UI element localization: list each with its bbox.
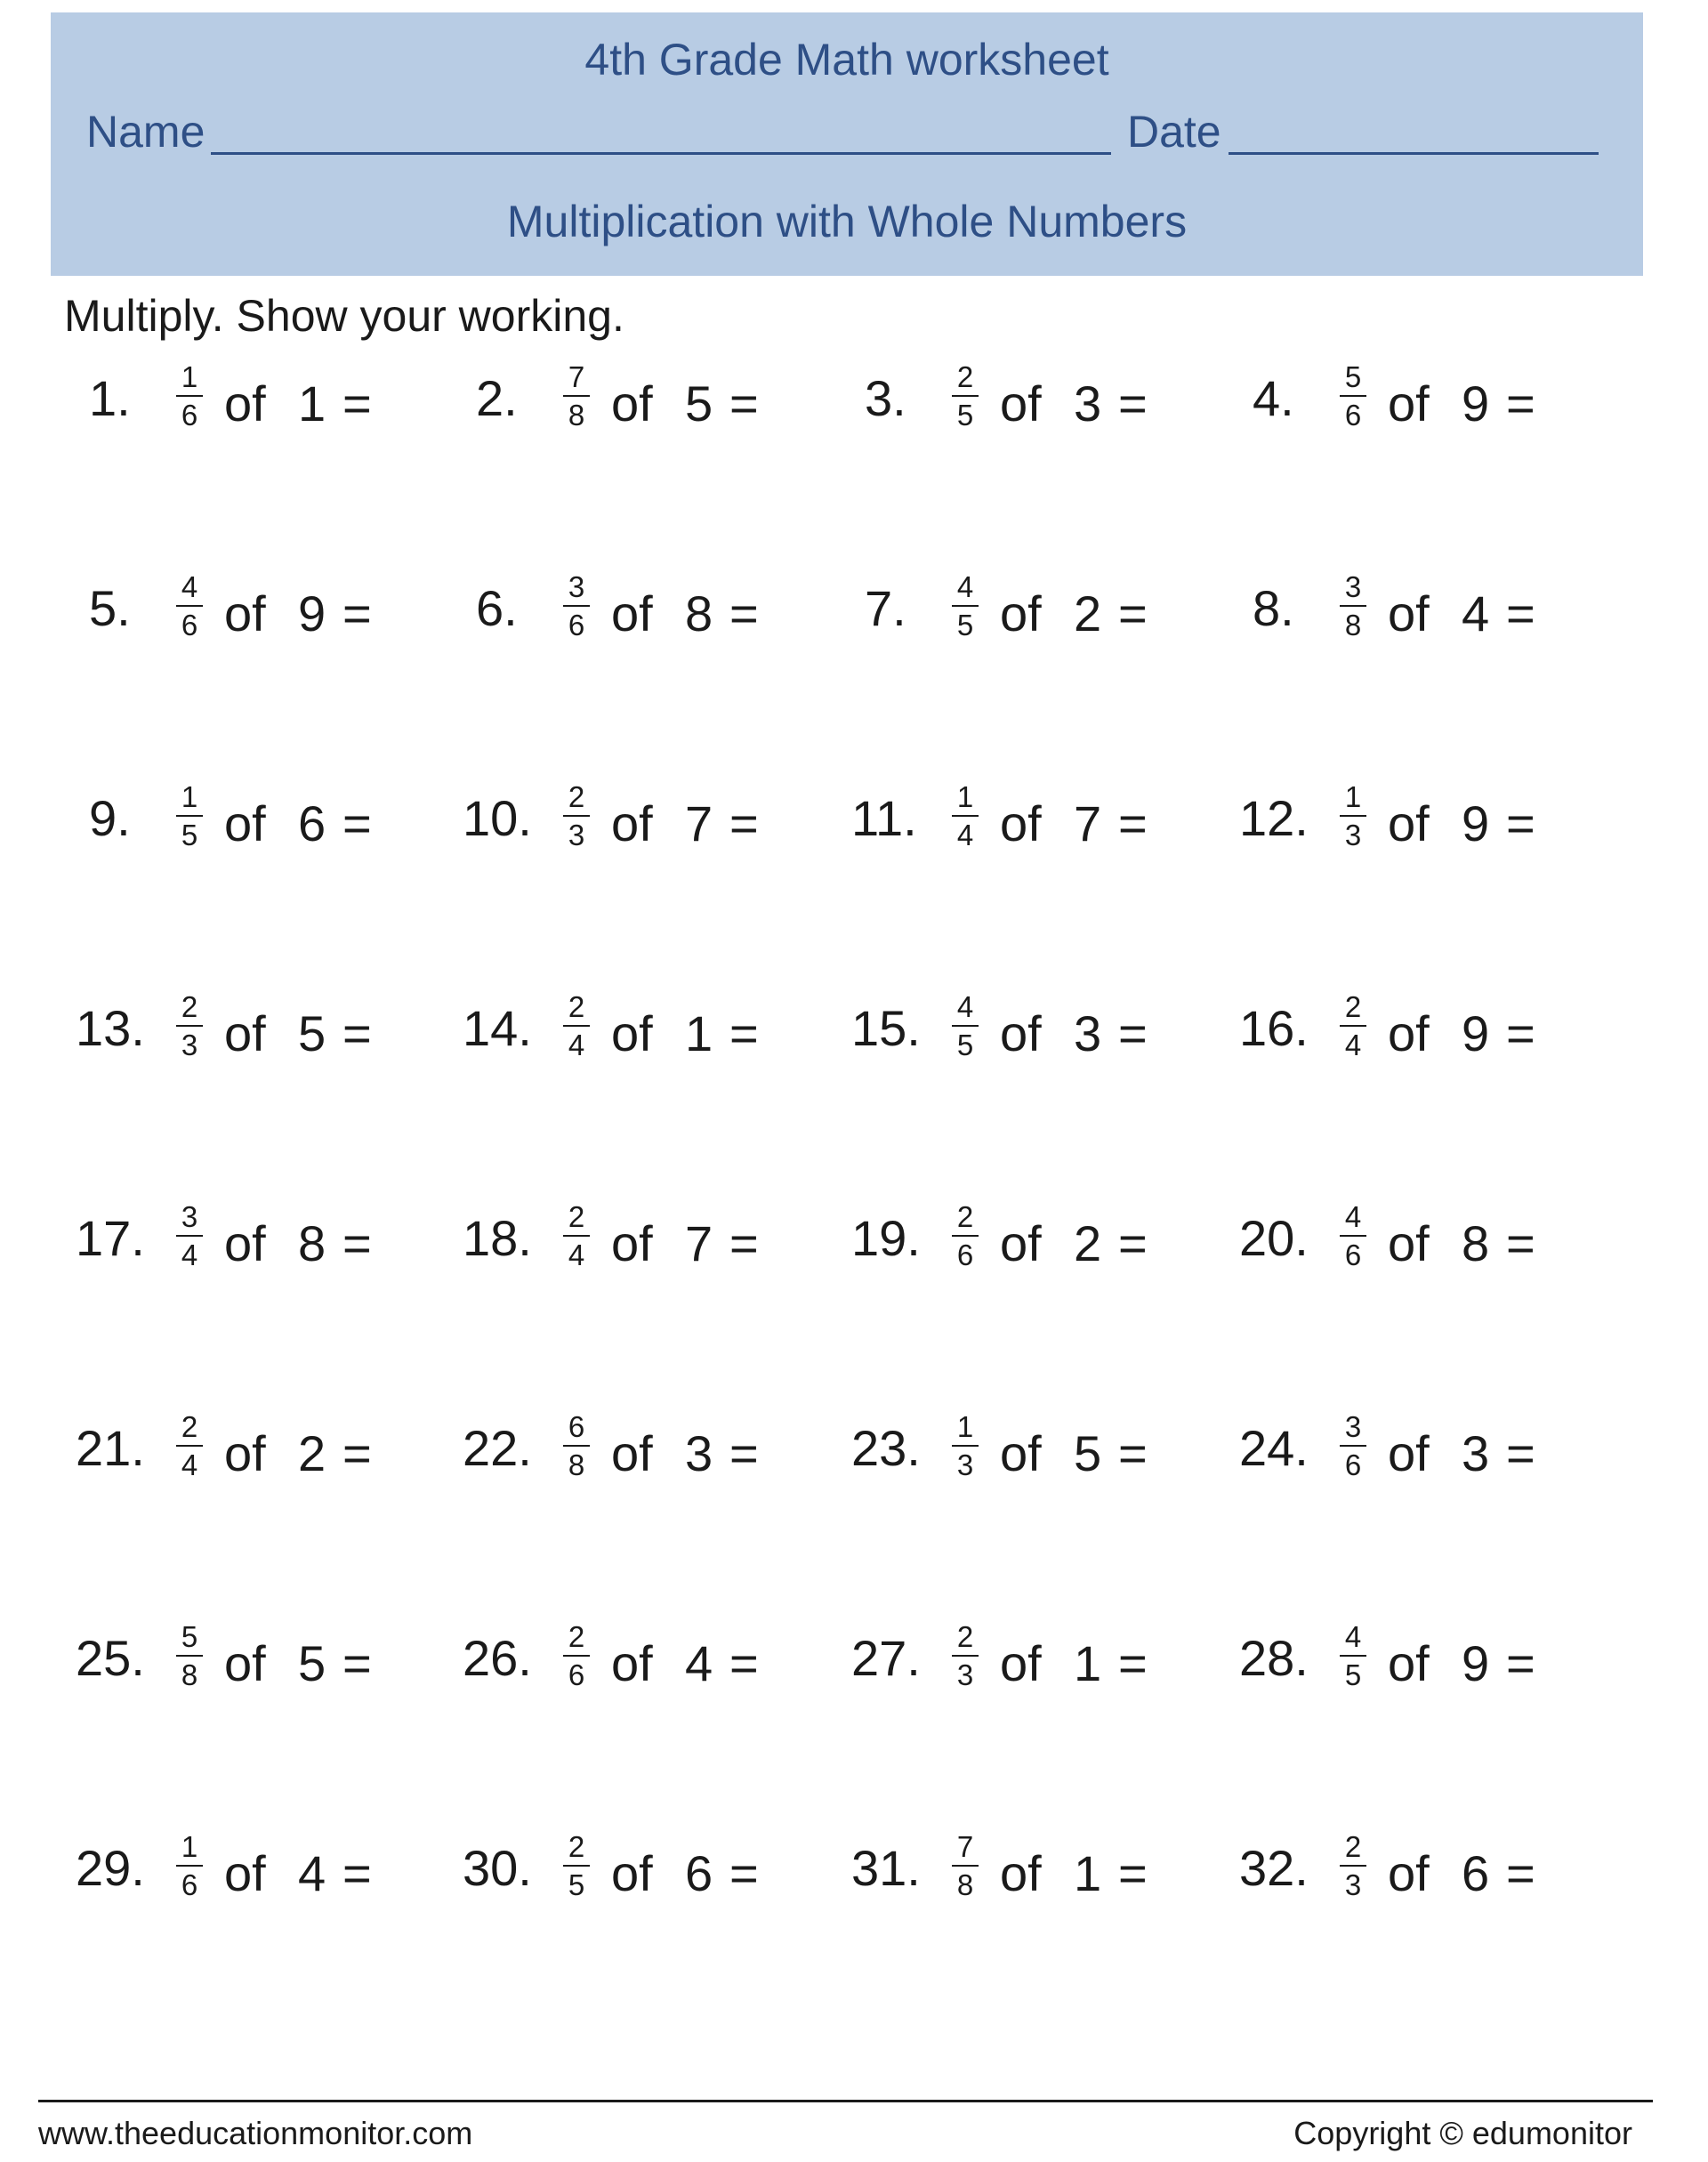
fraction-bar — [1340, 1025, 1366, 1027]
fraction-numerator: 2 — [181, 990, 198, 1023]
problem — [847, 570, 1221, 673]
of-word: of — [611, 1635, 653, 1691]
fraction — [952, 571, 979, 641]
fraction-denominator: 3 — [181, 1029, 198, 1061]
whole-number: 7 — [1074, 795, 1102, 851]
problem — [847, 1620, 1221, 1722]
fraction-denominator: 6 — [568, 609, 585, 641]
fraction-numerator: 2 — [956, 1200, 974, 1233]
problem-number: 26. — [463, 1630, 532, 1686]
fraction-bar — [952, 1655, 979, 1657]
fraction-denominator: 6 — [181, 399, 198, 432]
problem-number: 20. — [1239, 1210, 1309, 1266]
whole-number: 9 — [298, 585, 326, 641]
fraction-denominator: 3 — [1344, 1868, 1362, 1901]
fraction-denominator: 6 — [181, 609, 198, 641]
fraction — [176, 991, 203, 1061]
instructions: Multiply. Show your working. — [64, 291, 624, 341]
fraction-denominator: 6 — [568, 1658, 585, 1691]
fraction — [1340, 1411, 1366, 1481]
of-word: of — [611, 585, 653, 641]
fraction — [1340, 1831, 1366, 1901]
of-word: of — [611, 1845, 653, 1901]
equals-sign: = — [342, 1215, 372, 1271]
whole-number: 5 — [685, 375, 713, 432]
equals-sign: = — [342, 1005, 372, 1061]
fraction-bar — [952, 1235, 979, 1237]
problem — [458, 990, 832, 1093]
fraction-denominator: 6 — [956, 1238, 974, 1271]
fraction-numerator: 2 — [568, 1200, 585, 1233]
fraction-bar — [176, 1865, 203, 1867]
equals-sign: = — [342, 1845, 372, 1901]
equals-sign: = — [1506, 1845, 1535, 1901]
fraction-numerator: 3 — [568, 570, 585, 603]
equals-sign: = — [729, 1215, 759, 1271]
equals-sign: = — [729, 1005, 759, 1061]
problem — [847, 990, 1221, 1093]
fraction-bar — [563, 1655, 590, 1657]
whole-number: 9 — [1462, 1635, 1490, 1691]
equals-sign: = — [342, 585, 372, 641]
fraction-denominator: 4 — [956, 819, 974, 851]
problem-number: 30. — [463, 1840, 532, 1896]
problem — [1235, 1830, 1608, 1932]
problem-number: 1. — [89, 370, 131, 426]
problem-number: 6. — [476, 580, 518, 636]
fraction-bar — [952, 605, 979, 607]
problem-number: 4. — [1253, 370, 1294, 426]
of-word: of — [224, 375, 266, 432]
whole-number: 1 — [1074, 1845, 1102, 1901]
fraction-numerator: 2 — [568, 780, 585, 813]
whole-number: 1 — [298, 375, 326, 432]
fraction — [1340, 781, 1366, 851]
equals-sign: = — [1506, 1425, 1535, 1481]
fraction-bar — [1340, 1865, 1366, 1867]
problem-number: 19. — [851, 1210, 921, 1266]
fraction-numerator: 6 — [568, 1410, 585, 1443]
fraction-numerator: 7 — [956, 1830, 974, 1863]
problem-number: 17. — [76, 1210, 145, 1266]
equals-sign: = — [1118, 1215, 1148, 1271]
problem — [1235, 1410, 1608, 1513]
fraction-denominator: 3 — [956, 1658, 974, 1691]
of-word: of — [224, 795, 266, 851]
problem — [71, 1200, 445, 1303]
problem — [71, 780, 445, 883]
equals-sign: = — [729, 1425, 759, 1481]
fraction — [1340, 991, 1366, 1061]
problem-number: 7. — [865, 580, 906, 636]
problem — [458, 1620, 832, 1722]
problem — [1235, 1200, 1608, 1303]
fraction-denominator: 3 — [1344, 819, 1362, 851]
problem — [1235, 780, 1608, 883]
problem-number: 14. — [463, 1000, 532, 1056]
equals-sign: = — [1506, 1005, 1535, 1061]
problem-number: 16. — [1239, 1000, 1309, 1056]
fraction-denominator: 8 — [568, 399, 585, 432]
fraction — [1340, 1621, 1366, 1691]
problem — [847, 780, 1221, 883]
equals-sign: = — [729, 585, 759, 641]
whole-number: 6 — [1462, 1845, 1490, 1901]
fraction-bar — [1340, 395, 1366, 397]
whole-number: 8 — [685, 585, 713, 641]
equals-sign: = — [1118, 1845, 1148, 1901]
fraction-denominator: 5 — [181, 819, 198, 851]
of-word: of — [1388, 1635, 1430, 1691]
fraction — [563, 1621, 590, 1691]
whole-number: 1 — [685, 1005, 713, 1061]
of-word: of — [1388, 1845, 1430, 1901]
equals-sign: = — [1506, 585, 1535, 641]
fraction-numerator: 2 — [956, 360, 974, 393]
fraction — [176, 1621, 203, 1691]
fraction-denominator: 6 — [1344, 1238, 1362, 1271]
whole-number: 7 — [685, 1215, 713, 1271]
fraction — [563, 1831, 590, 1901]
fraction-denominator: 6 — [181, 1868, 198, 1901]
fraction-bar — [176, 1025, 203, 1027]
fraction — [952, 1621, 979, 1691]
problem — [71, 1620, 445, 1722]
of-word: of — [1000, 585, 1042, 641]
fraction — [1340, 571, 1366, 641]
whole-number: 7 — [685, 795, 713, 851]
fraction — [176, 781, 203, 851]
equals-sign: = — [729, 375, 759, 432]
problem — [458, 780, 832, 883]
problem-number: 28. — [1239, 1630, 1309, 1686]
fraction-bar — [952, 1025, 979, 1027]
fraction-bar — [952, 815, 979, 817]
problem-number: 27. — [851, 1630, 921, 1686]
problem — [71, 1410, 445, 1513]
whole-number: 2 — [1074, 1215, 1102, 1271]
fraction-numerator: 5 — [181, 1620, 198, 1653]
equals-sign: = — [1118, 1425, 1148, 1481]
fraction-denominator: 4 — [568, 1238, 585, 1271]
problem-number: 9. — [89, 790, 131, 846]
fraction — [563, 1201, 590, 1271]
fraction-denominator: 3 — [568, 819, 585, 851]
whole-number: 5 — [1074, 1425, 1102, 1481]
equals-sign: = — [342, 795, 372, 851]
of-word: of — [1388, 585, 1430, 641]
whole-number: 3 — [1074, 1005, 1102, 1061]
problem-number: 8. — [1253, 580, 1294, 636]
fraction — [952, 1201, 979, 1271]
fraction-numerator: 4 — [956, 570, 974, 603]
of-word: of — [224, 1845, 266, 1901]
fraction-bar — [563, 605, 590, 607]
fraction-bar — [563, 1025, 590, 1027]
problem — [71, 1830, 445, 1932]
fraction-numerator: 2 — [1344, 990, 1362, 1023]
whole-number: 3 — [685, 1425, 713, 1481]
fraction-denominator: 8 — [181, 1658, 198, 1691]
date-label: Date — [1127, 107, 1221, 157]
fraction — [176, 361, 203, 432]
fraction-numerator: 1 — [956, 780, 974, 813]
fraction-numerator: 1 — [181, 1830, 198, 1863]
fraction-bar — [563, 1865, 590, 1867]
fraction-denominator: 5 — [568, 1868, 585, 1901]
fraction — [176, 571, 203, 641]
fraction-denominator: 5 — [956, 399, 974, 432]
fraction-denominator: 5 — [956, 1029, 974, 1061]
equals-sign: = — [1118, 585, 1148, 641]
fraction-denominator: 4 — [1344, 1029, 1362, 1061]
problem — [847, 1200, 1221, 1303]
problem — [847, 1410, 1221, 1513]
of-word: of — [1388, 795, 1430, 851]
worksheet-subtitle: Multiplication with Whole Numbers — [506, 197, 1188, 246]
fraction-bar — [176, 605, 203, 607]
problem — [71, 990, 445, 1093]
of-word: of — [1000, 795, 1042, 851]
footer-copyright: Copyright © edumonitor — [1293, 2115, 1632, 2151]
whole-number: 2 — [298, 1425, 326, 1481]
fraction-bar — [952, 1445, 979, 1447]
fraction-numerator: 2 — [956, 1620, 974, 1653]
footer-divider — [38, 2100, 1653, 2102]
of-word: of — [1388, 1425, 1430, 1481]
whole-number: 6 — [298, 795, 326, 851]
fraction-denominator: 6 — [1344, 399, 1362, 432]
equals-sign: = — [729, 1845, 759, 1901]
of-word: of — [611, 795, 653, 851]
fraction — [952, 781, 979, 851]
fraction-bar — [1340, 1235, 1366, 1237]
of-word: of — [611, 375, 653, 432]
problem — [458, 1410, 832, 1513]
problem — [458, 1200, 832, 1303]
fraction-numerator: 2 — [568, 1830, 585, 1863]
fraction-numerator: 3 — [181, 1200, 198, 1233]
whole-number: 6 — [685, 1845, 713, 1901]
fraction-bar — [1340, 1445, 1366, 1447]
of-word: of — [1388, 375, 1430, 432]
fraction-bar — [176, 1655, 203, 1657]
of-word: of — [611, 1215, 653, 1271]
fraction — [952, 361, 979, 432]
problem — [1235, 570, 1608, 673]
of-word: of — [224, 1425, 266, 1481]
problem — [847, 360, 1221, 463]
fraction-numerator: 3 — [1344, 570, 1362, 603]
of-word: of — [1000, 1005, 1042, 1061]
fraction-bar — [1340, 1655, 1366, 1657]
of-word: of — [611, 1005, 653, 1061]
problem-number: 22. — [463, 1420, 532, 1476]
fraction-denominator: 5 — [956, 609, 974, 641]
equals-sign: = — [729, 1635, 759, 1691]
fraction — [952, 991, 979, 1061]
problem-number: 21. — [76, 1420, 145, 1476]
equals-sign: = — [1118, 1635, 1148, 1691]
problem-number: 15. — [851, 1000, 921, 1056]
whole-number: 9 — [1462, 795, 1490, 851]
problem — [71, 360, 445, 463]
fraction-numerator: 1 — [1344, 780, 1362, 813]
whole-number: 9 — [1462, 375, 1490, 432]
fraction — [563, 991, 590, 1061]
fraction — [952, 1411, 979, 1481]
of-word: of — [224, 585, 266, 641]
fraction-denominator: 8 — [568, 1448, 585, 1481]
fraction — [952, 1831, 979, 1901]
of-word: of — [224, 1005, 266, 1061]
fraction — [176, 1201, 203, 1271]
of-word: of — [224, 1215, 266, 1271]
problem-number: 13. — [76, 1000, 145, 1056]
fraction-bar — [563, 815, 590, 817]
fraction — [1340, 361, 1366, 432]
of-word: of — [1000, 1845, 1042, 1901]
fraction-numerator: 3 — [1344, 1410, 1362, 1443]
of-word: of — [1000, 1635, 1042, 1691]
fraction-bar — [952, 1865, 979, 1867]
whole-number: 4 — [298, 1845, 326, 1901]
fraction — [1340, 1201, 1366, 1271]
fraction — [563, 571, 590, 641]
of-word: of — [1000, 375, 1042, 432]
whole-number: 3 — [1462, 1425, 1490, 1481]
problem-number: 29. — [76, 1840, 145, 1896]
equals-sign: = — [342, 375, 372, 432]
footer-website: www.theeducationmonitor.com — [38, 2115, 473, 2151]
fraction-bar — [563, 395, 590, 397]
fraction — [563, 361, 590, 432]
equals-sign: = — [1506, 1635, 1535, 1691]
whole-number: 5 — [298, 1005, 326, 1061]
whole-number: 3 — [1074, 375, 1102, 432]
equals-sign: = — [342, 1425, 372, 1481]
fraction-numerator: 7 — [568, 360, 585, 393]
fraction-numerator: 4 — [1344, 1620, 1362, 1653]
problem-number: 23. — [851, 1420, 921, 1476]
whole-number: 1 — [1074, 1635, 1102, 1691]
problem — [71, 570, 445, 673]
fraction-bar — [1340, 605, 1366, 607]
fraction-denominator: 8 — [956, 1868, 974, 1901]
fraction-bar — [176, 815, 203, 817]
whole-number: 8 — [298, 1215, 326, 1271]
fraction-numerator: 5 — [1344, 360, 1362, 393]
fraction-bar — [563, 1445, 590, 1447]
fraction-numerator: 4 — [956, 990, 974, 1023]
fraction — [563, 1411, 590, 1481]
whole-number: 9 — [1462, 1005, 1490, 1061]
fraction-bar — [952, 395, 979, 397]
fraction — [176, 1831, 203, 1901]
problem-number: 31. — [851, 1840, 921, 1896]
fraction-numerator: 4 — [181, 570, 198, 603]
fraction-bar — [176, 1445, 203, 1447]
problem-number: 2. — [476, 370, 518, 426]
problem — [458, 570, 832, 673]
whole-number: 4 — [685, 1635, 713, 1691]
fraction — [563, 781, 590, 851]
of-word: of — [1000, 1215, 1042, 1271]
fraction-denominator: 4 — [181, 1238, 198, 1271]
whole-number: 2 — [1074, 585, 1102, 641]
equals-sign: = — [729, 795, 759, 851]
problem-number: 25. — [76, 1630, 145, 1686]
equals-sign: = — [342, 1635, 372, 1691]
of-word: of — [224, 1635, 266, 1691]
problem — [1235, 360, 1608, 463]
problem — [1235, 990, 1608, 1093]
fraction-denominator: 4 — [568, 1029, 585, 1061]
equals-sign: = — [1118, 1005, 1148, 1061]
fraction-denominator: 5 — [1344, 1658, 1362, 1691]
whole-number: 4 — [1462, 585, 1490, 641]
of-word: of — [1388, 1215, 1430, 1271]
problem-number: 12. — [1239, 790, 1309, 846]
worksheet-title: 4th Grade Math worksheet — [584, 35, 1109, 85]
equals-sign: = — [1506, 1215, 1535, 1271]
equals-sign: = — [1118, 375, 1148, 432]
of-word: of — [1388, 1005, 1430, 1061]
fraction-denominator: 4 — [181, 1448, 198, 1481]
problem-number: 18. — [463, 1210, 532, 1266]
problem — [458, 360, 832, 463]
whole-number: 8 — [1462, 1215, 1490, 1271]
equals-sign: = — [1506, 375, 1535, 432]
of-word: of — [611, 1425, 653, 1481]
problem — [458, 1830, 832, 1932]
equals-sign: = — [1506, 795, 1535, 851]
fraction-numerator: 2 — [568, 1620, 585, 1653]
problem — [847, 1830, 1221, 1932]
fraction-numerator: 1 — [956, 1410, 974, 1443]
fraction-bar — [176, 1235, 203, 1237]
fraction-denominator: 3 — [956, 1448, 974, 1481]
fraction-bar — [176, 395, 203, 397]
equals-sign: = — [1118, 795, 1148, 851]
fraction-numerator: 4 — [1344, 1200, 1362, 1233]
problem-number: 10. — [463, 790, 532, 846]
fraction-bar — [563, 1235, 590, 1237]
fraction-numerator: 1 — [181, 780, 198, 813]
fraction-numerator: 1 — [181, 360, 198, 393]
fraction-denominator: 6 — [1344, 1448, 1362, 1481]
of-word: of — [1000, 1425, 1042, 1481]
problem-number: 32. — [1239, 1840, 1309, 1896]
fraction-numerator: 2 — [568, 990, 585, 1023]
problem — [1235, 1620, 1608, 1722]
fraction-denominator: 8 — [1344, 609, 1362, 641]
problem-number: 5. — [89, 580, 131, 636]
problem-number: 24. — [1239, 1420, 1309, 1476]
problem-number: 11. — [851, 790, 917, 846]
whole-number: 5 — [298, 1635, 326, 1691]
fraction-numerator: 2 — [1344, 1830, 1362, 1863]
fraction-bar — [1340, 815, 1366, 817]
fraction-numerator: 2 — [181, 1410, 198, 1443]
problem-number: 3. — [865, 370, 906, 426]
fraction — [176, 1411, 203, 1481]
name-label: Name — [86, 107, 205, 157]
